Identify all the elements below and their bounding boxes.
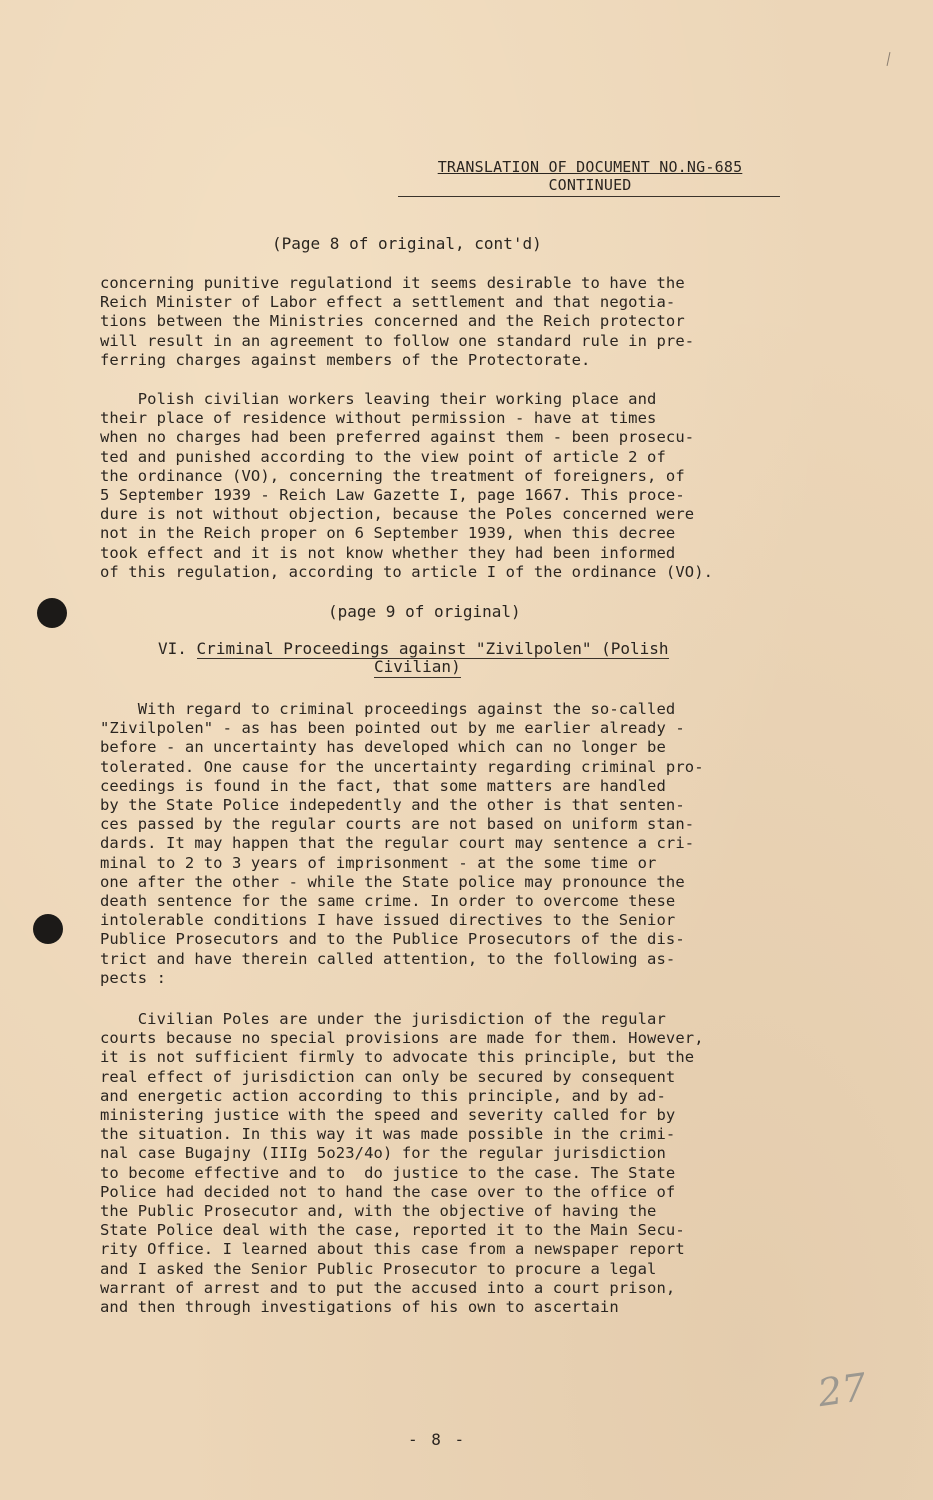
section-title-line2: Civilian) <box>374 657 461 676</box>
paragraph-punitive-regulations: concerning punitive regulationd it seems desirable to have the Reich Minister of Labor effect a settlement and that negotia- tions between the Ministries concerned and the Reich protector will result in an agreement to follow one standard rule in pre- ferring charges against members of the Protectorate. <box>100 274 695 369</box>
page-reference-8: (Page 8 of original, cont'd) <box>272 234 542 253</box>
page-footer-number: - 8 - <box>408 1430 467 1449</box>
page-reference-9: (page 9 of original) <box>328 602 521 621</box>
paragraph-civilian-poles: Civilian Poles are under the jurisdiction of the regular courts because no special provisions are made for them. However, it is not sufficient firmly to advocate this principle, but the real effect of jurisdiction can only be secured by consequent and energetic action according to this principle, and by ad- ministering justice with the speed and severity called for by the situation. In this way it was made possible in the crimi- nal case Bugajny (IIIg 5o23/4o) for the regular jurisdiction to become effective and to do justice to the case. The State Police had decided not to hand the case over to the office of the Public Prosecutor and, with the objective of having the State Police deal with the case, reported it to the Main Secu- rity Office. I learned about this case from a newspaper report and I asked the Senior Public Prosecutor to procure a legal warrant of arrest and to put the accused into a court prison, and then through investigations of his own to ascertain <box>100 1010 704 1317</box>
section-number: VI. <box>158 639 187 658</box>
document-header <box>398 158 782 197</box>
paragraph-criminal-proceedings: With regard to criminal proceedings against the so-called "Zivilpolen" - as has been pointed out by me earlier already - before - an uncertainty has developed which can no longer be tolerated. One cause for the uncertainty regarding criminal pro- ceedings is found in the fact, that some matters are handled by the State Police indepedently and the other is that senten- ces passed by the regular courts are not based on uniform stan- dards. It may happen that the regular court may sentence a cri- minal to 2 to 3 years of imprisonment - at the some time or one after the other - while the State police may pronounce the death sentence for the same crime. In order to overcome these intolerable conditions I have issued directives to the Senior Publice Prosecutors and to the Publice Prosecutors of the dis- trict and have therein called attention, to the following as- pects : <box>100 700 704 987</box>
header-subtitle: CONTINUED <box>548 176 632 194</box>
pencil-mark <box>887 52 891 66</box>
punch-hole-bottom <box>33 914 63 944</box>
paragraph-polish-workers: Polish civilian workers leaving their working place and their place of residence without permission - have at times when no charges had been preferred against them - been prosecu- ted and punished according to the view point of article 2 of the ordinance (VO), concerning the treatment of foreigners, of 5 September 1939 - Reich Law Gazette I, page 1667. This proce- dure is not without objection, because the Poles concerned were not in the Reich proper on 6 September 1939, when this decree took effect and it is not know whether they had been informed of this regulation, according to article I of the ordinance (VO). <box>100 390 714 581</box>
handwritten-page-number: 27 <box>815 1364 870 1416</box>
section-title-line1: Criminal Proceedings against "Zivilpolen" (Polish <box>196 639 669 658</box>
section-heading <box>158 640 778 678</box>
punch-hole-top <box>37 598 67 628</box>
header-rule <box>398 196 780 197</box>
header-title: TRANSLATION OF DOCUMENT NO.NG-685 <box>437 158 743 176</box>
